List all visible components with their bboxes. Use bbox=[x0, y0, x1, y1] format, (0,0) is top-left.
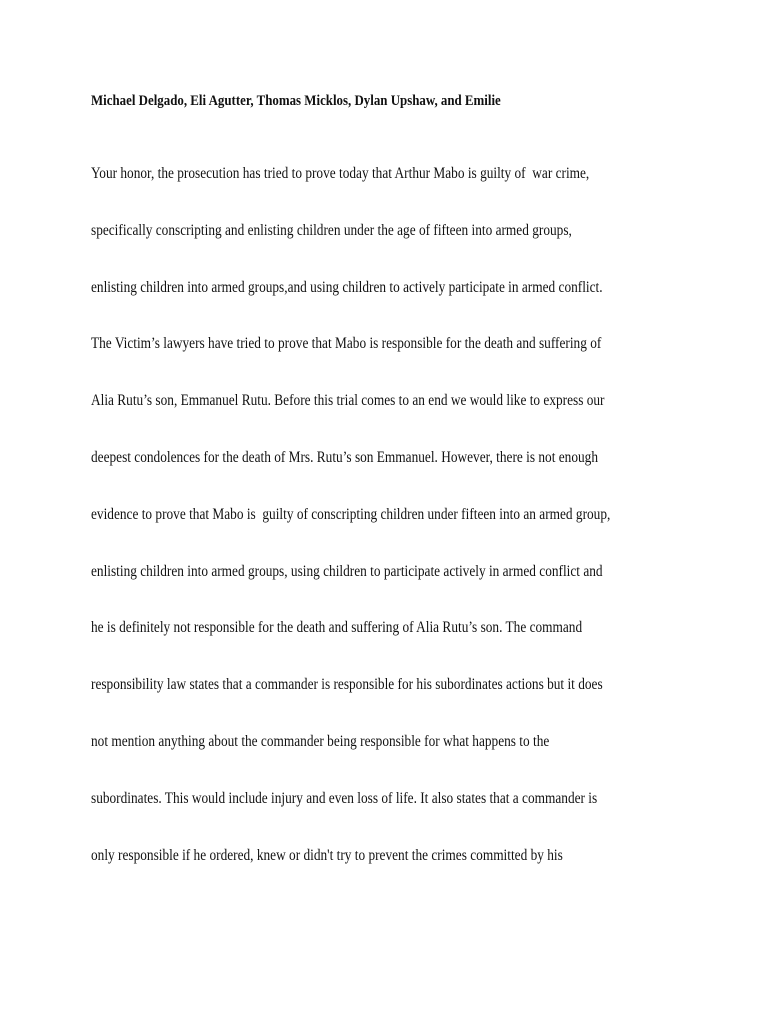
text-line: Alia Rutu’s son, Emmanuel Rutu. Before this trial comes to an end we would like to express our bbox=[91, 392, 605, 410]
text-line: responsibility law states that a commander is responsible for his subordinates actions but it does bbox=[91, 676, 603, 694]
text-line: only responsible if he ordered, knew or didn't try to prevent the crimes committed by his bbox=[91, 846, 563, 864]
body-paragraph bbox=[91, 164, 768, 902]
text-line: Your honor, the prosecution has tried to prove today that Arthur Mabo is guilty of war crime, bbox=[91, 165, 590, 182]
text-line: not mention anything about the commander being responsible for what happens to the bbox=[91, 732, 550, 750]
text-line: The Victim’s lawyers have tried to prove that Mabo is responsible for the death and suffering of bbox=[91, 335, 602, 353]
text-line: deepest condolences for the death of Mrs. Rutu’s son Emmanuel. However, there is not enough bbox=[91, 448, 598, 466]
author-line: Michael Delgado, Eli Agutter, Thomas Micklos, Dylan Upshaw, and Emilie bbox=[91, 93, 501, 109]
text-line: subordinates. This would include injury and even loss of life. It also states that a commander is bbox=[91, 789, 598, 807]
text-line: enlisting children into armed groups, using children to participate actively in armed conflict and bbox=[91, 562, 603, 580]
text-line: specifically conscripting and enlisting children under the age of fifteen into armed groups, bbox=[91, 221, 572, 239]
text-line: enlisting children into armed groups,and using children to actively participate in armed conflict. bbox=[91, 278, 603, 296]
text-line: evidence to prove that Mabo is guilty of conscripting children under fifteen into an armed group, bbox=[91, 505, 611, 523]
text-line: he is definitely not responsible for the death and suffering of Alia Rutu’s son. The command bbox=[91, 619, 583, 637]
